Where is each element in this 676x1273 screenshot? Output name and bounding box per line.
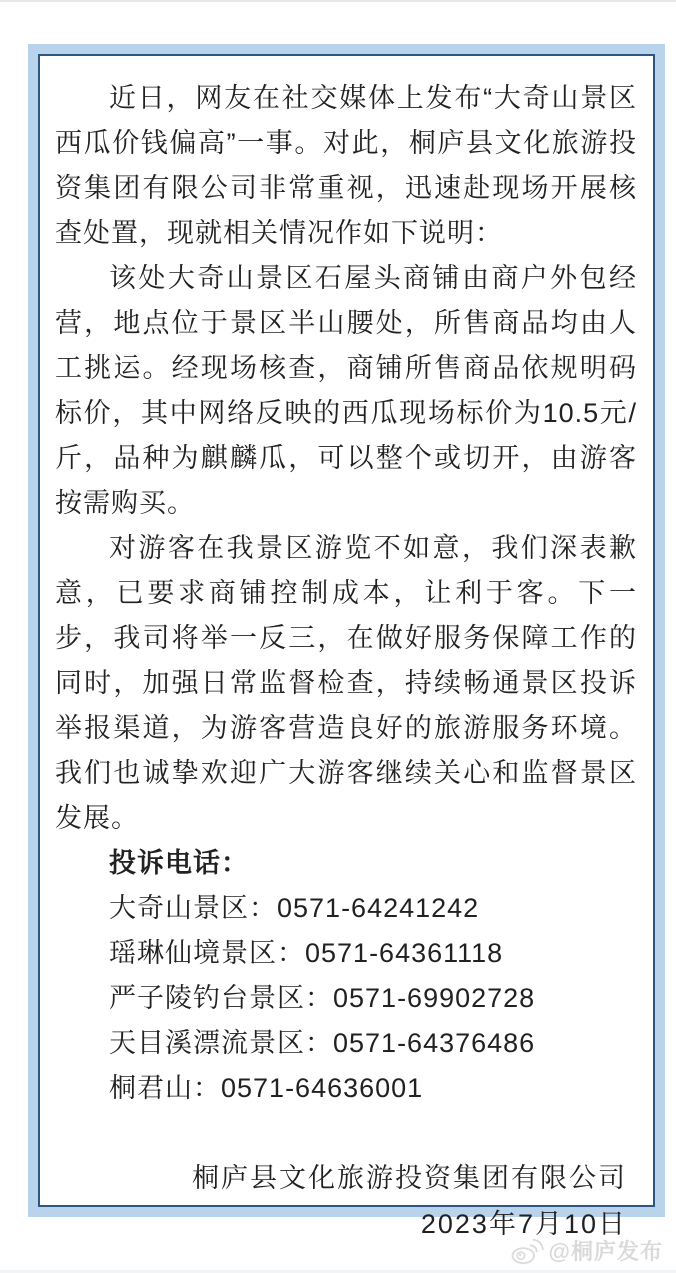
hotline-label: 天目溪漂流景区： <box>109 1028 333 1058</box>
hotline-item-daqishan <box>55 886 637 931</box>
announcement-card <box>38 54 655 1239</box>
hotline-title: 投诉电话： <box>109 848 249 878</box>
hotline-phone: 0571-64361118 <box>305 938 504 968</box>
signature-company: 桐庐县文化旅游投资集团有限公司 <box>192 1163 627 1193</box>
watermark-handle: @桐庐发布 <box>548 1239 663 1264</box>
hotline-phone: 0571-64636001 <box>221 1073 424 1103</box>
hotline-label: 桐君山： <box>109 1073 221 1103</box>
hotline-item-yanziling <box>55 976 637 1021</box>
hotline-label: 严子陵钓台景区： <box>109 983 333 1013</box>
weibo-icon <box>510 1237 544 1265</box>
signature-date: 2023年7月10日 <box>420 1209 627 1239</box>
hotline-label: 大奇山景区： <box>109 893 277 923</box>
paragraph-findings: 该处大奇山景区石屋头商铺由商户外包经营，地点位于景区半山腰处，所售商品均由人工挑运。经现场核查，商铺所售商品依规明码标价，其中网络反映的西瓜现场标价为10.5元/斤，品种为麒麟瓜，可以整个或切开，由游客按需购买。 <box>55 263 637 518</box>
hotline-label: 瑶琳仙境景区： <box>109 938 305 968</box>
weibo-watermark <box>510 1235 663 1266</box>
hotline-phone: 0571-64376486 <box>333 1028 536 1058</box>
hotline-phone: 0571-64241242 <box>277 893 480 923</box>
paragraph-apology: 对游客在我景区游览不如意，我们深表歉意，已要求商铺控制成本，让利于客。下一步，我司将举一反三，在做好服务保障工作的同时，加强日常监督检查，持续畅通景区投诉举报渠道，为游客营造良好的旅游服务环境。我们也诚挚欢迎广大游客继续关心和监督景区发展。 <box>55 533 637 833</box>
hotline-item-tongjunshan <box>55 1066 637 1111</box>
hotline-item-tianmuxi <box>55 1021 637 1066</box>
hotline-phone: 0571-69902728 <box>333 983 536 1013</box>
paragraph-intro: 近日，网友在社交媒体上发布“大奇山景区西瓜价钱偏高”一事。对此，桐庐县文化旅游投资集团有限公司非常重视，迅速赴现场开展核查处置，现就相关情况作如下说明： <box>55 83 637 248</box>
hotline-item-yaolin <box>55 931 637 976</box>
blue-frame <box>28 44 665 1239</box>
signature-block <box>55 1155 637 1247</box>
page-top-edge <box>0 0 676 2</box>
